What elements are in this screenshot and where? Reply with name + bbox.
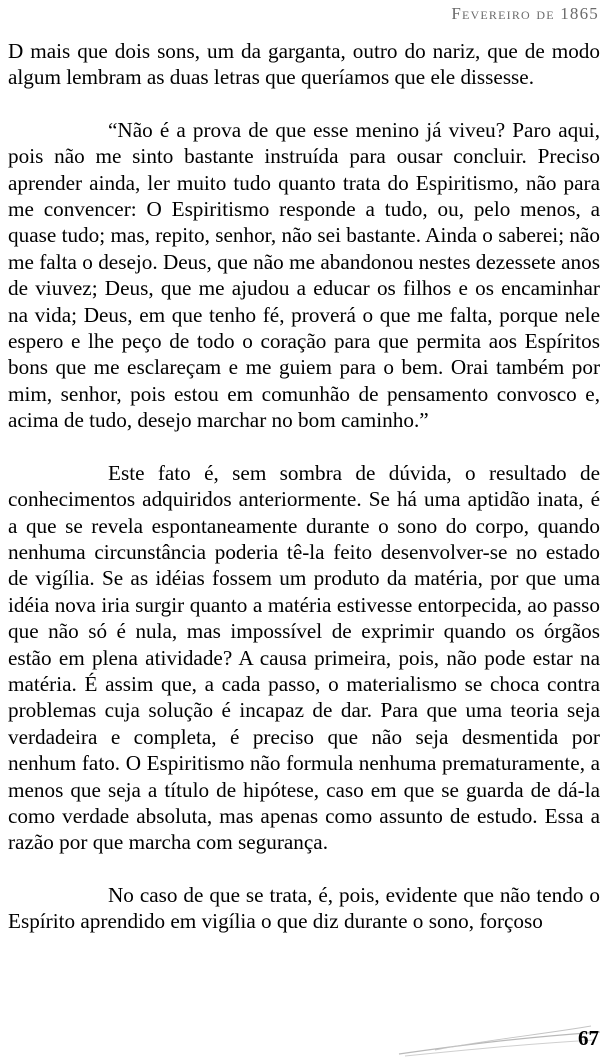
page-number: 67	[578, 1026, 599, 1050]
paragraph-commentary: Este fato é, sem sombra de dúvida, o resultado de conhecimentos adquiridos anteriormente. Se há uma aptidão inata, é a que se revela espontaneamente durante o sono do corpo, quando nenhuma circunstância poderia tê-la feito desenvolver-se no estado de vigília. Se as idéias fossem um produto da matéria, por que uma idéia nova iria surgir quanto a matéria estivesse entorpecida, ao passo que não só é nula, mas impossível de exprimir quando os órgãos estão em plena atividade? A causa primeira, pois, não pode estar na matéria. É assim que, a cada passo, o materialismo se choca contra problemas cuja solução é incapaz de dar. Para que uma teoria seja verdadeira e completa, é preciso que não seja desmentida por nenhum fato. O Espiritismo não formula nenhuma prematuramente, a menos que seja a título de hipótese, caso em que se guarda de dá-la como verdade absoluta, mas apenas como assunto de estudo. Essa a razão por que marcha com segurança.	[8, 460, 600, 855]
swoosh-ornament	[395, 1020, 607, 1062]
body-text	[8, 38, 600, 935]
paragraph-continuation: D mais que dois sons, um da garganta, outro do nariz, que de modo algum lembram as duas letras que queríamos que ele dissesse.	[8, 39, 600, 90]
paragraph-quote: “Não é a prova de que esse menino já viveu? Paro aqui, pois não me sinto bastante instruída para ousar concluir. Preciso aprender ainda, ler muito tudo quanto trata do Espiritismo, não para me convencer: O Espiritismo responde a tudo, ou, pelo menos, a quase tudo; mas, repito, senhor, não sei bastante. Ainda o saberei; não me falta o desejo. Deus, que não me abandonou nestes dezessete anos de viuvez; Deus, que me ajudou a educar os filhos e os encaminhar na vida; Deus, em que tenho fé, proverá o que me falta, porque nele espero e lhe peço de todo o coração para que permita aos Espíritos bons que me esclareçam e me guiem para o bem. Orai também por mim, senhor, pois estou em comunhão de pensamento convosco e, acima de tudo, desejo marchar no bom caminho.”	[8, 117, 600, 433]
running-header: Fevereiro de 1865	[451, 4, 599, 23]
paragraph-conclusion: No caso de que se trata, é, pois, evidente que não tendo o Espírito aprendido em vigília o que diz durante o sono, forçoso	[8, 882, 600, 934]
